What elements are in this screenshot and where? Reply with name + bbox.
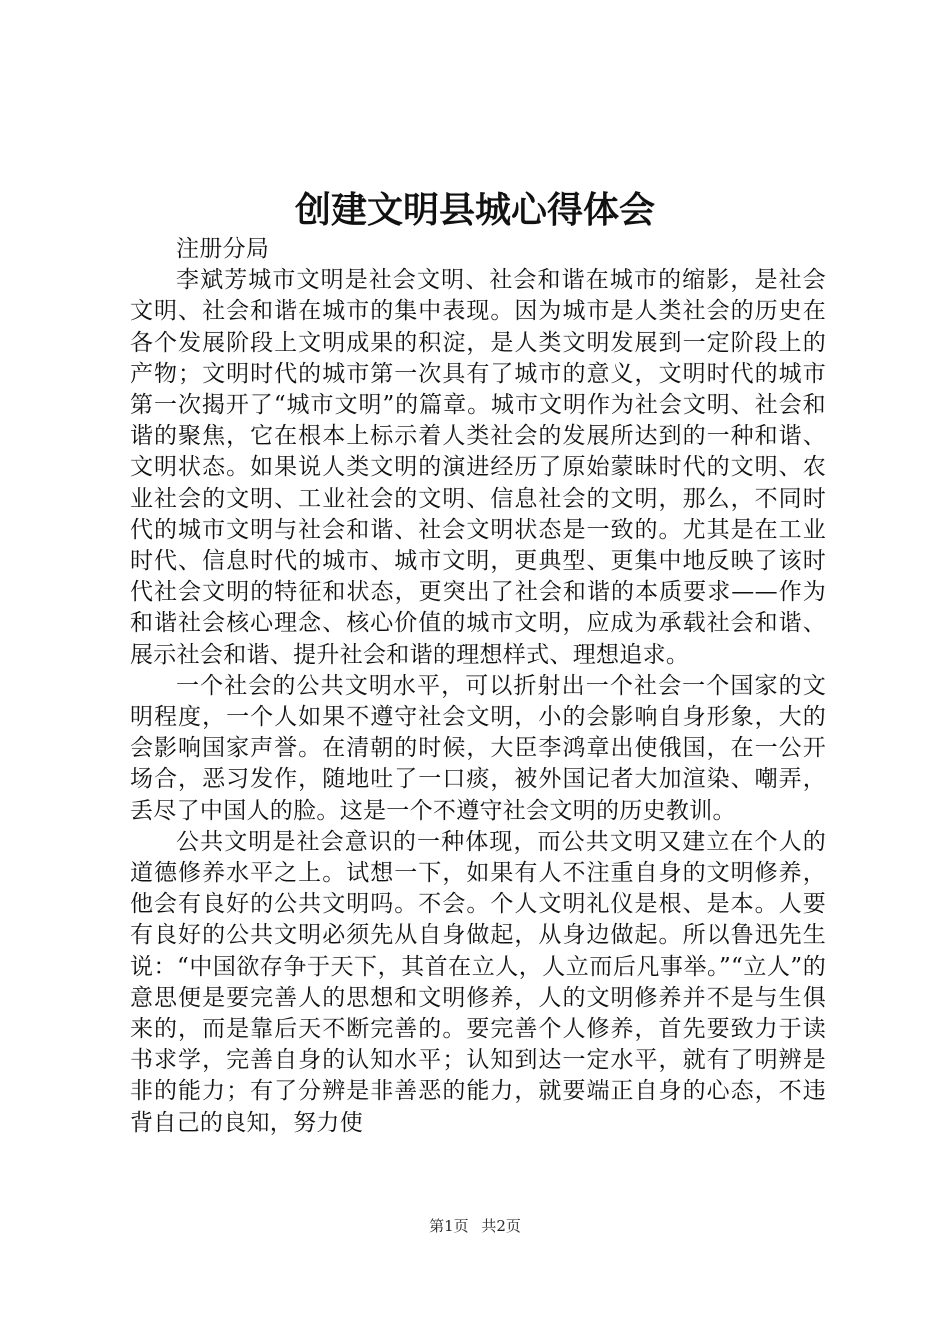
- paragraph-3: 公共文明是社会意识的一种体现，而公共文明又建立在个人的道德修养水平之上。试想一下，如果有人不注重自身的文明修养，他会有良好的公共文明吗。不会。个人文明礼仪是根、是本。人要有良好的公共文明必须先从自身做起，从身边做起。所以鲁迅先生说：“中国欲存争于天下，其首在立人，人立而后凡事举。”“立人”的意思便是要完善人的思想和文明修养，人的文明修养并不是与生俱来的，而是靠后天不断完善的。要完善个人修养，首先要致力于读书求学，完善自身的认知水平；认知到达一定水平，就有了明辨是非的能力；有了分辨是非善恶的能力，就要端正自身的心态，不违背自己的良知，努力使: [130, 828, 826, 1136]
- document-body: [130, 234, 826, 1139]
- page-number: 第1页: [429, 1217, 469, 1235]
- document-title: 创建文明县城心得体会: [294, 189, 655, 231]
- page-total: 共2页: [481, 1217, 521, 1235]
- paragraph-1: 李斌芳城市文明是社会文明、社会和谐在城市的缩影，是社会文明、社会和谐在城市的集中表现。因为城市是人类社会的历史在各个发展阶段上文明成果的积淀，是人类文明发展到一定阶段上的产物；文明时代的城市第一次具有了城市的意义，文明时代的城市第一次揭开了“城市文明”的篇章。城市文明作为社会文明、社会和谐的聚焦，它在根本上标示着人类社会的发展所达到的一种和谐、文明状态。如果说人类文明的演进经历了原始蒙昧时代的文明、农业社会的文明、工业社会的文明、信息社会的文明，那么，不同时代的城市文明与社会和谐、社会文明状态是一致的。尤其是在工业时代、信息时代的城市、城市文明，更典型、更集中地反映了该时代社会文明的特征和状态，更突出了社会和谐的本质要求——作为和谐社会核心理念、核心价值的城市文明，应成为承载社会和谐、展示社会和谐、提升社会和谐的理想样式、理想追求。: [130, 267, 826, 668]
- paragraph-2: 一个社会的公共文明水平，可以折射出一个社会一个国家的文明程度，一个人如果不遵守社会文明，小的会影响自身形象，大的会影响国家声誉。在清朝的时候，大臣李鸿章出使俄国，在一公开场合，恶习发作，随地吐了一口痰，被外国记者大加渲染、嘲弄，丢尽了中国人的脸。这是一个不遵守社会文明的历史教训。: [130, 672, 826, 824]
- author-line: 注册分局: [176, 236, 270, 262]
- page-footer: [0, 1216, 950, 1236]
